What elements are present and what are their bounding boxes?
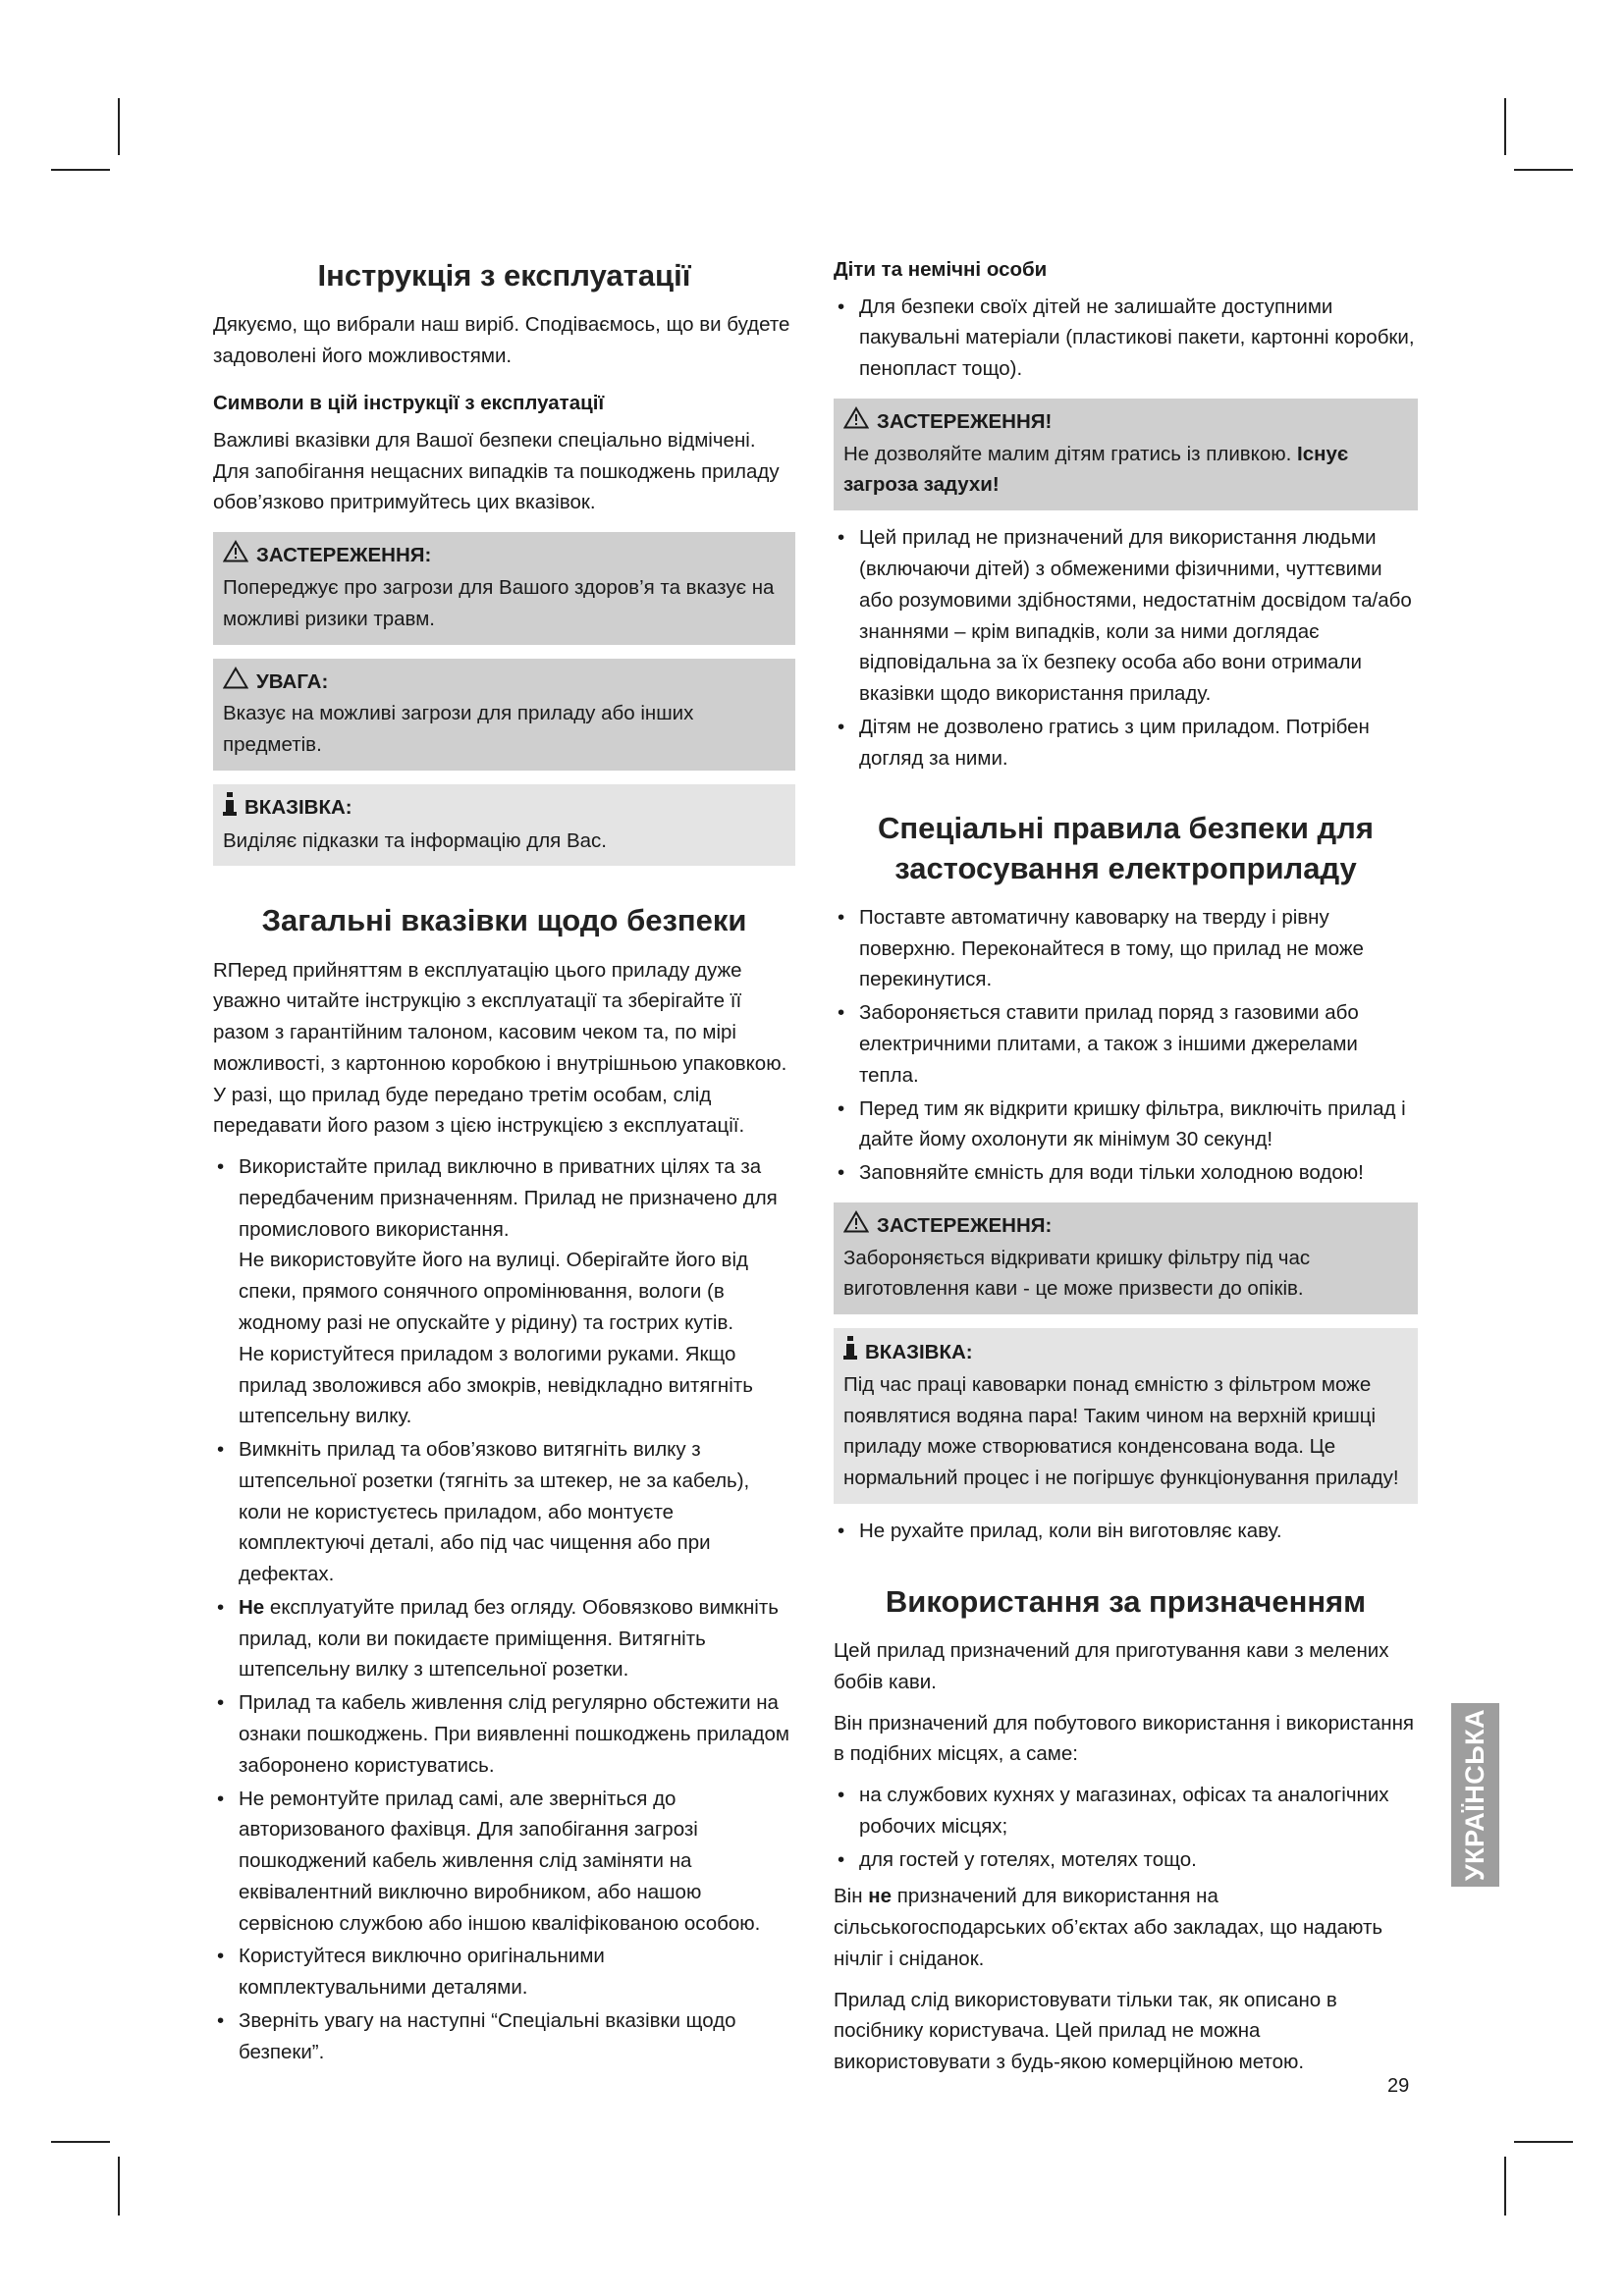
language-tab-label: УКРАЇНСЬКА [1460,1708,1489,1882]
caution-box [213,659,795,771]
list-item: • Забороняється ставити прилад поряд з газовими або електричними плитами, а також з іншими джерелами тепла. [834,997,1418,1091]
burn-warning-text: Забороняється відкривати кришку фільтру під час виготовлення кави - це може призвести до опіків. [843,1246,1311,1301]
burn-warning-box [834,1202,1418,1314]
steam-note-title: ВКАЗІВКА: [865,1340,973,1363]
list-item: • Не ремонтуйте прилад самі, але зверніться до авторизованого фахівця. Для запобігання загрозі пошкоджений кабель живлення слід заміняти на еквівалентний виключно виробником, або нашою сервісною службою або іншою кваліфікованою особою. [213,1784,795,1940]
list-item: • для гостей у готелях, мотелях тощо. [834,1844,1418,1876]
special-rules-heading: Спеціальні правила безпеки для застосування електроприладу [878,811,1374,885]
crop-mark [51,2141,110,2143]
burn-warning-title: ЗАСТЕРЕЖЕННЯ: [877,1213,1053,1237]
page-number: 29 [1387,2075,1410,2097]
list-item: • Дітям не дозволено гратись з цим приладом. Потрібен догляд за ними. [834,712,1418,774]
general-safety-heading: Загальні вказівки щодо безпеки [261,903,747,938]
crop-mark [118,98,120,155]
note-box [213,784,795,867]
children-warning-text: Не дозволяйте малим дітям гратись із пливкою. Існує загроза задухи! [843,442,1349,497]
list-item: • Прилад та кабель живлення слід регулярно обстежити на ознаки пошкоджень. При виявленні пошкоджень приладом заборонено користуватись. [213,1687,795,1781]
language-tab [1451,1703,1499,1887]
page-title: Інструкція з експлуатації [317,258,691,293]
list-item: • Не експлуатуйте прилад без огляду. Обовязково вимкніть прилад, коли ви покидаєте приміщення. Витягніть штепсельну вилку з штепсельної розетки. [213,1592,795,1685]
warning-box-text: Попереджує про загрози для Вашого здоров’я та вказує на можливі ризики травм. [223,575,775,630]
crop-mark [1504,2157,1506,2216]
crop-mark [1514,2141,1573,2143]
warning-box-title: ЗАСТЕРЕЖЕННЯ: [256,544,432,567]
children-list [834,292,1418,385]
caution-box-text: Вказує на можливі загрози для приладу або інших предметів. [223,702,694,757]
general-safety-list [213,1151,795,2067]
intended-use-heading: Використання за призначенням [885,1583,1367,1619]
list-item: • Вимкніть прилад та обов’язково витягніть вилку з штепсельної розетки (тягніть за штекер, не за кабель), коли не користуєтесь приладом, або монтуєте комплектуючі деталі, або під час чищення або при дефектах. [213,1434,795,1590]
list-item: • Використайте прилад виключно в приватних цілях та за передбаченим призначенням. Прилад не призначено для промислового використання. Не використовуйте його на вулиці. Оберігайте його від спеки, прямого сонячного опромінювання, вологи (в жодному разі не опускайте у рідину) та гострих кутів. Не користуйтеся приладом з вологими руками. Якщо прилад зволожився або змокрів, невідкладно витягніть штепсельну вилку. [213,1151,795,1432]
crop-mark [118,2157,120,2216]
list-item: • на службових кухнях у магазинах, офісах та аналогічних робочих місцях; [834,1780,1418,1842]
info-icon [223,792,237,826]
intended-use-text-1: Цей прилад призначений для приготування кави з мелених бобів кави. [834,1638,1389,1693]
steam-note-text: Під час праці кавоварки понад ємністю з фільтром може появлятися водяна пара! Таким чином на верхній кришці приладу може створюватися конденсована вода. Це нормальний процес і не погіршує функціонування приладу! [843,1372,1399,1490]
list-item: • Не рухайте прилад, коли він виготовляє каву. [834,1516,1418,1547]
intended-use-text-3: Він не призначений для використання на сільськогосподарських об’єктах або закладах, що надають нічліг і сніданок. [834,1885,1383,1970]
caution-box-title: УВАГА: [256,669,329,693]
children-warning-title: ЗАСТЕРЕЖЕННЯ! [877,409,1053,433]
symbols-heading: Символи в цій інструкції з експлуатації [213,392,605,415]
warning-triangle-icon [843,1210,869,1243]
symbols-text: Важливі вказівки для Вашої безпеки спеціально відмічені. Для запобігання нещасних випадків та пошкоджень приладу обов’язково притримуйтесь цих вказівок. [213,428,780,514]
list-item: • Заповняйте ємність для води тільки холодною водою! [834,1157,1418,1189]
warning-box [213,532,795,644]
children-heading: Діти та немічні особи [834,258,1048,281]
list-item: • Для безпеки своїх дітей не залишайте доступними пакувальні матеріали (пластикові пакети, картонні коробки, пенопласт тощо). [834,292,1418,385]
intended-use-text-4: Прилад слід використовувати тільки так, як описано в посібнику користувача. Цей прилад не можна використовувати з будь-якою комерційною метою. [834,1988,1337,2074]
children-list-cont [834,522,1418,774]
special-rules-list-cont [834,1516,1418,1547]
warning-triangle-icon [843,406,869,439]
steam-note-box [834,1328,1418,1504]
children-warning-box [834,399,1418,510]
list-item: • Перед тим як відкрити кришку фільтра, виключіть прилад і дайте йому охолонути як мінімум 30 секунд! [834,1094,1418,1156]
special-rules-list [834,902,1418,1189]
list-item: • Користуйтеся виключно оригінальними комплектувальними деталями. [213,1941,795,2003]
note-box-text: Виділяє підказки та інформацію для Вас. [223,828,607,852]
right-column [834,257,1418,2088]
caution-triangle-icon [223,667,248,699]
crop-mark [1514,169,1573,171]
note-box-title: ВКАЗІВКА: [244,796,352,820]
info-icon [843,1336,857,1369]
list-item: • Поставте автоматичну кавоварку на тверду і рівну поверхню. Переконайтеся в тому, що прилад не може перекинутися. [834,902,1418,995]
crop-mark [51,169,110,171]
left-column [213,257,795,2073]
intro-text: Дякуємо, що вибрали наш виріб. Сподіваємось, що ви будете задоволені його можливостями. [213,312,790,367]
warning-triangle-icon [223,540,248,572]
crop-mark [1504,98,1506,155]
intended-use-list [834,1780,1418,1875]
list-item: • Зверніть увагу на наступні “Спеціальні вказівки щодо безпеки”. [213,2005,795,2068]
intended-use-text-2: Він призначений для побутового використання і використання в подібних місцях, а саме: [834,1711,1415,1766]
list-item: • Цей прилад не призначений для використання людьми (включаючи дітей) з обмеженими фізичними, чуттєвими або розумовими здібностями, недостатнім досвідом та/або знаннями – крім випадків, коли за ними доглядає відповідальна за їх безпеку особа або вони отримали вказівки щодо використання приладу. [834,522,1418,710]
general-safety-text: RПеред прийняттям в експлуатацію цього приладу дуже уважно читайте інструкцію з експлуатації та зберігайте її разом з гарантійним талоном, касовим чеком та, по мірі можливості, з картонною коробкою і внутрішньою упаковкою. У разі, що прилад буде передано третім особам, слід передавати його разом з цією інструкцією з експлуатації. [213,958,787,1138]
